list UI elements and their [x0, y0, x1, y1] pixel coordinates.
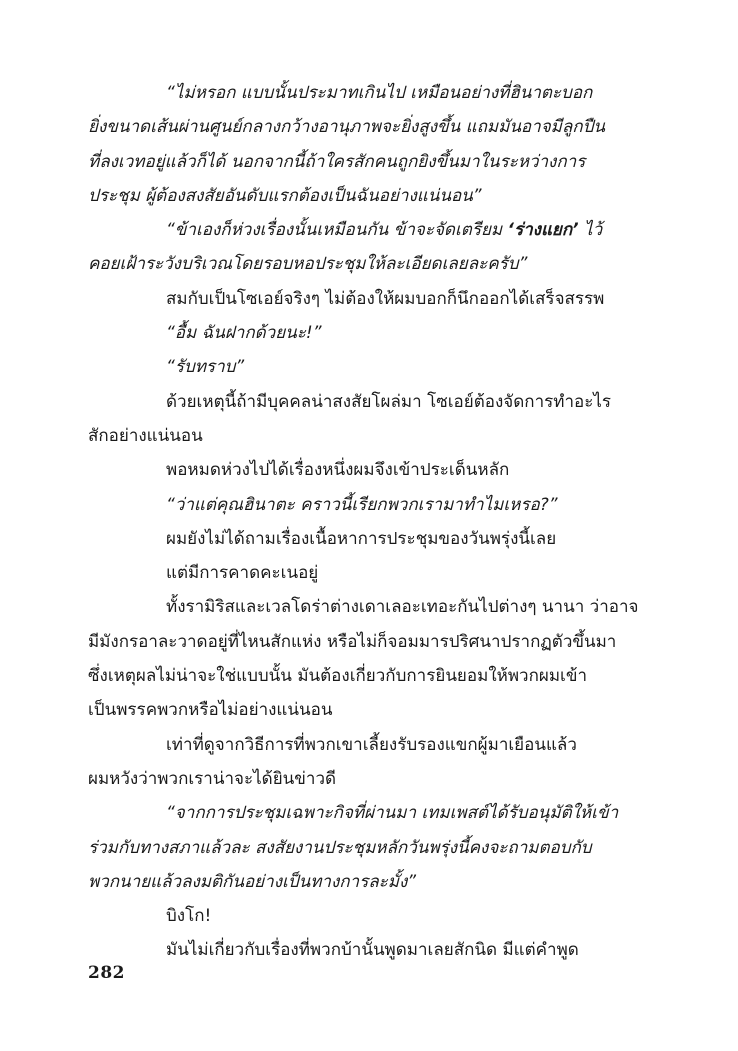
text-line: “รับทราบ” — [166, 357, 245, 378]
text-line: “จากการประชุมเฉพาะกิจที่ผ่านมา เทมเพสต์ได้รับอนุมัติให้เข้า — [166, 803, 619, 824]
text-segment: ไว้ — [578, 220, 603, 241]
text-line: พวกนายแล้วลงมติกันอย่างเป็นทางการละมั้ง” — [88, 871, 417, 892]
text-line: ทั้งรามิริสและเวลโดร่าต่างเดาเลอะเทอะกันไปต่างๆ นานา ว่าอาจ — [166, 597, 639, 618]
body-text — [88, 76, 654, 968]
text-line: “ว่าแต่คุณฮินาตะ คราวนี้เรียกพวกเรามาทำไมเหรอ?” — [166, 494, 558, 515]
text-line: “ไม่หรอก แบบนั้นประมาทเกินไป เหมือนอย่างที่ฮินาตะบอก — [166, 83, 593, 103]
text-segment: “ข้าเองก็ห่วงเรื่องนั้นเหมือนกัน ข้าจะจัดเตรียม — [166, 220, 508, 241]
text-line: บิงโก! — [166, 906, 212, 927]
text-line: มีมังกรอาละวาดอยู่ที่ไหนสักแห่ง หรือไม่ก็จอมมารปริศนาปรากฏตัวขึ้นมา — [88, 631, 617, 652]
text-line: มันไม่เกี่ยวกับเรื่องที่พวกบ้านั้นพูดมาเลยสักนิด มีแต่คำพูด — [166, 940, 579, 961]
text-line: สมกับเป็นโซเอย์จริงๆ ไม่ต้องให้ผมบอกก็นึกออกได้เสร็จสรรพ — [166, 288, 605, 309]
text-line: ประชุม ผู้ต้องสงสัยอันดับแรกต้องเป็นฉันอย่างแน่นอน” — [88, 185, 482, 206]
bold-term: ‘ร่างแยก’ — [507, 220, 579, 241]
text-line: “อื้ม ฉันฝากด้วยนะ!” — [166, 323, 322, 344]
text-line: ผมยังไม่ได้ถามเรื่องเนื้อหาการประชุมของวันพรุ่งนี้เลย — [166, 528, 557, 549]
text-line: ด้วยเหตุนี้ถ้ามีบุคคลน่าสงสัยโผล่มา โซเอย์ต้องจัดการทำอะไร — [166, 391, 612, 412]
text-line — [88, 213, 654, 247]
text-line: เป็นพรรคพวกหรือไม่อย่างแน่นอน — [88, 700, 333, 721]
text-line: พอหมดห่วงไปได้เรื่องหนึ่งผมจึงเข้าประเด็นหลัก — [166, 460, 510, 481]
text-line: ร่วมกับทางสภาแล้วละ สงสัยงานประชุมหลักวันพรุ่งนี้คงจะถามตอบกับ — [88, 837, 592, 858]
text-line: คอยเฝ้าระวังบริเวณโดยรอบหอประชุมให้ละเอียดเลยละครับ” — [88, 254, 528, 275]
text-line: เท่าที่ดูจากวิธีการที่พวกเขาเลี้ยงรับรองแขกผู้มาเยือนแล้ว — [166, 734, 577, 755]
text-line: ยิ่งขนาดเส้นผ่านศูนย์กลางกว้างอานุภาพจะยิ่งสูงขึ้น แถมมันอาจมีลูกปืน — [88, 117, 605, 138]
text-line: ผมหวังว่าพวกเราน่าจะได้ยินข่าวดี — [88, 768, 337, 789]
text-line: ซึ่งเหตุผลไม่น่าจะใช่แบบนั้น มันต้องเกี่ยวกับการยินยอมให้พวกผมเข้า — [88, 666, 588, 687]
text-line: ที่ลงเวทอยู่แล้วก็ได้ นอกจากนี้ถ้าใครสักคนถูกยิงขึ้นมาในระหว่างการ — [88, 151, 586, 172]
text-line: สักอย่างแน่นอน — [88, 425, 203, 446]
page-number: 282 — [88, 963, 125, 983]
text-line: แต่มีการคาดคะเนอยู่ — [166, 563, 319, 584]
